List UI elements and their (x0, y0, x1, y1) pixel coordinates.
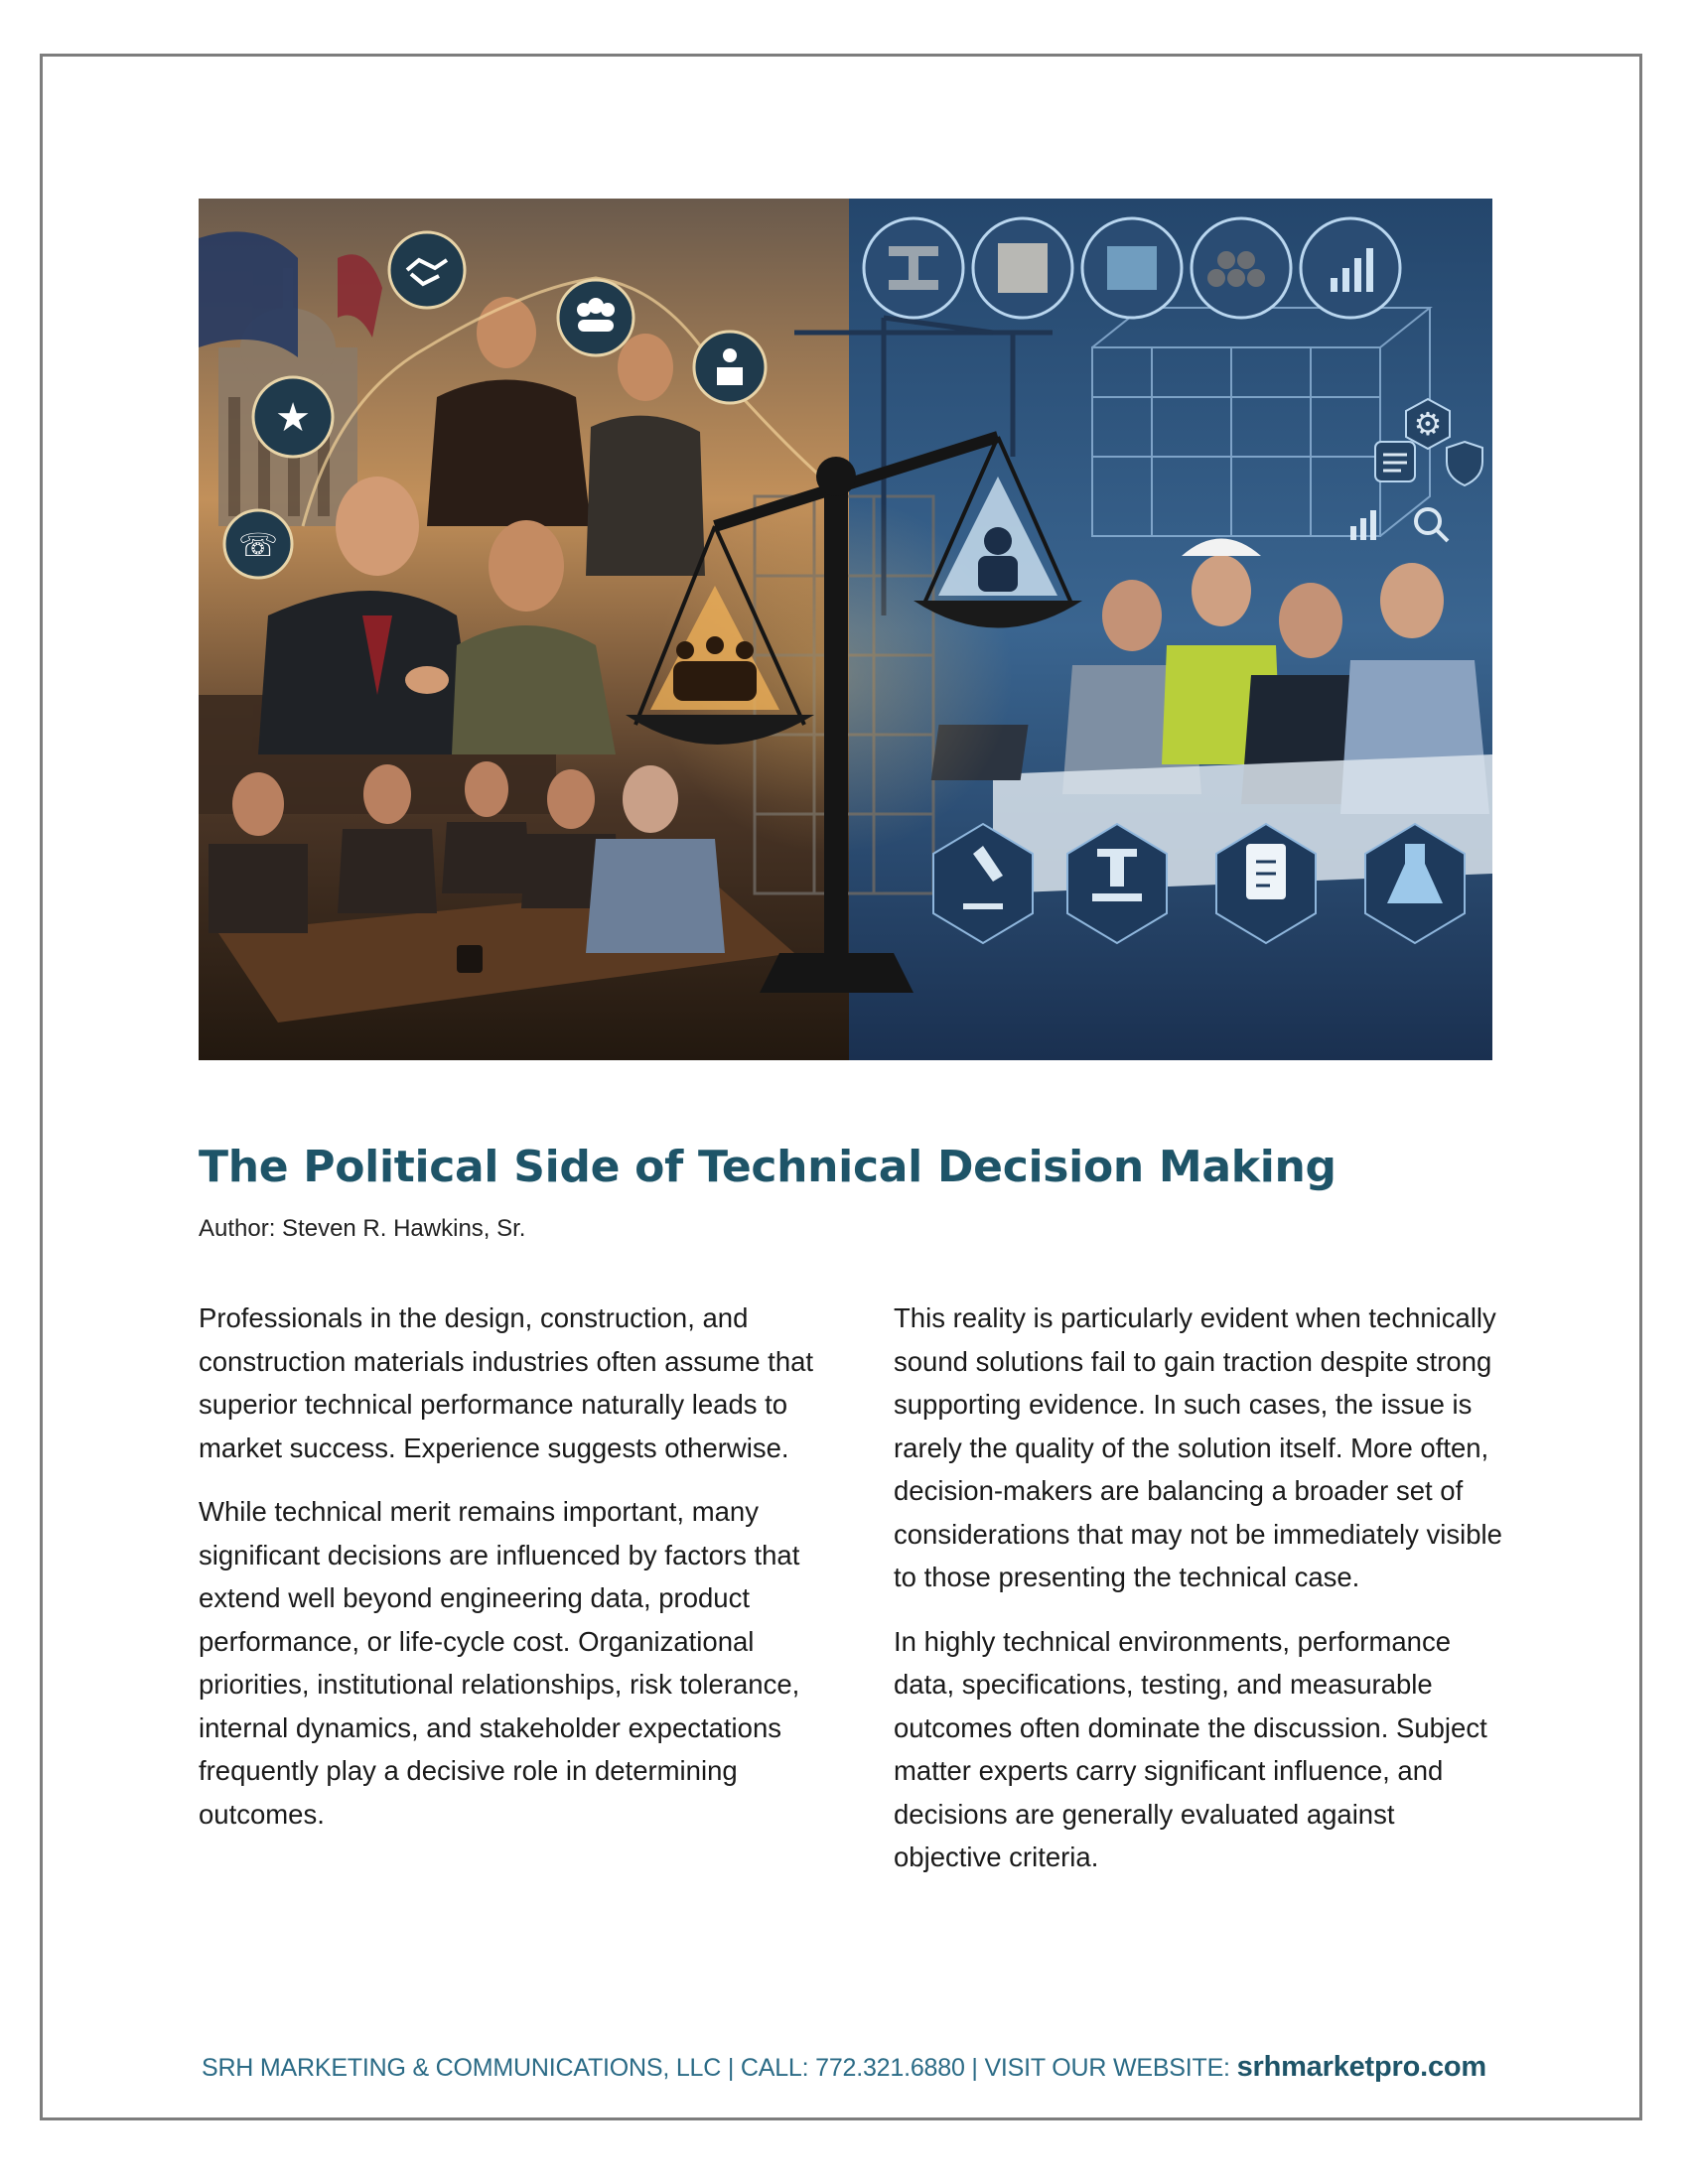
paragraph: This reality is particularly evident when technically sound solutions fail to gain traction despite strong supporting evidence. In such cases, the issue is rarely the quality of the solution itself. More often, decision-makers are balancing a broader set of considerations that may not be immediately visible to those presenting the technical case. (894, 1302, 1502, 1592)
people-icon (558, 280, 633, 355)
paragraph: In highly technical environments, performance data, specifications, testing, and measurable outcomes often dominate the discussion. Subject matter experts carry significant influence, and decisions are generally evaluated against objective criteria. (894, 1625, 1487, 1872)
footer-website-link[interactable]: srhmarketpro.com (1236, 2051, 1487, 2083)
svg-text:⚙: ⚙ (1413, 405, 1443, 443)
gear-icon (1406, 399, 1450, 449)
rebar-icon (1192, 218, 1291, 318)
article-author: Author: Steven R. Hawkins, Sr. (199, 1215, 526, 1242)
bar-chart-icon (1301, 218, 1400, 318)
footer-contact-text: SRH MARKETING & COMMUNICATIONS, LLC | CALL: 772.321.6880 | VISIT OUR WEBSITE: (201, 2054, 1237, 2082)
hero-illustration (199, 199, 1492, 1060)
paragraph: While technical merit remains important, many significant decisions are influenced by factors that extend well beyond engineering data, product performance, or life-cycle cost. Organizational priorities, institutional relationships, risk tolerance, internal dynamics, and stakeholder expectations frequently play a decisive role in determining outcomes. (199, 1496, 800, 1830)
svg-text:★: ★ (275, 395, 311, 441)
right-column (894, 1297, 1509, 1900)
svg-text:☏: ☏ (237, 526, 279, 564)
checklist-icon (1375, 442, 1415, 481)
handshake-icon (389, 232, 465, 308)
paragraph: Professionals in the design, construction, and construction materials industries often assume that superior technical performance naturally leads to market success. Experience suggests otherwise. (199, 1302, 814, 1463)
left-column (199, 1297, 814, 1856)
podium-icon (694, 332, 766, 403)
phone-icon (224, 510, 292, 578)
article-title: The Political Side of Technical Decision Making (199, 1142, 1336, 1192)
footer (0, 2051, 1688, 2084)
star-icon (253, 377, 333, 457)
